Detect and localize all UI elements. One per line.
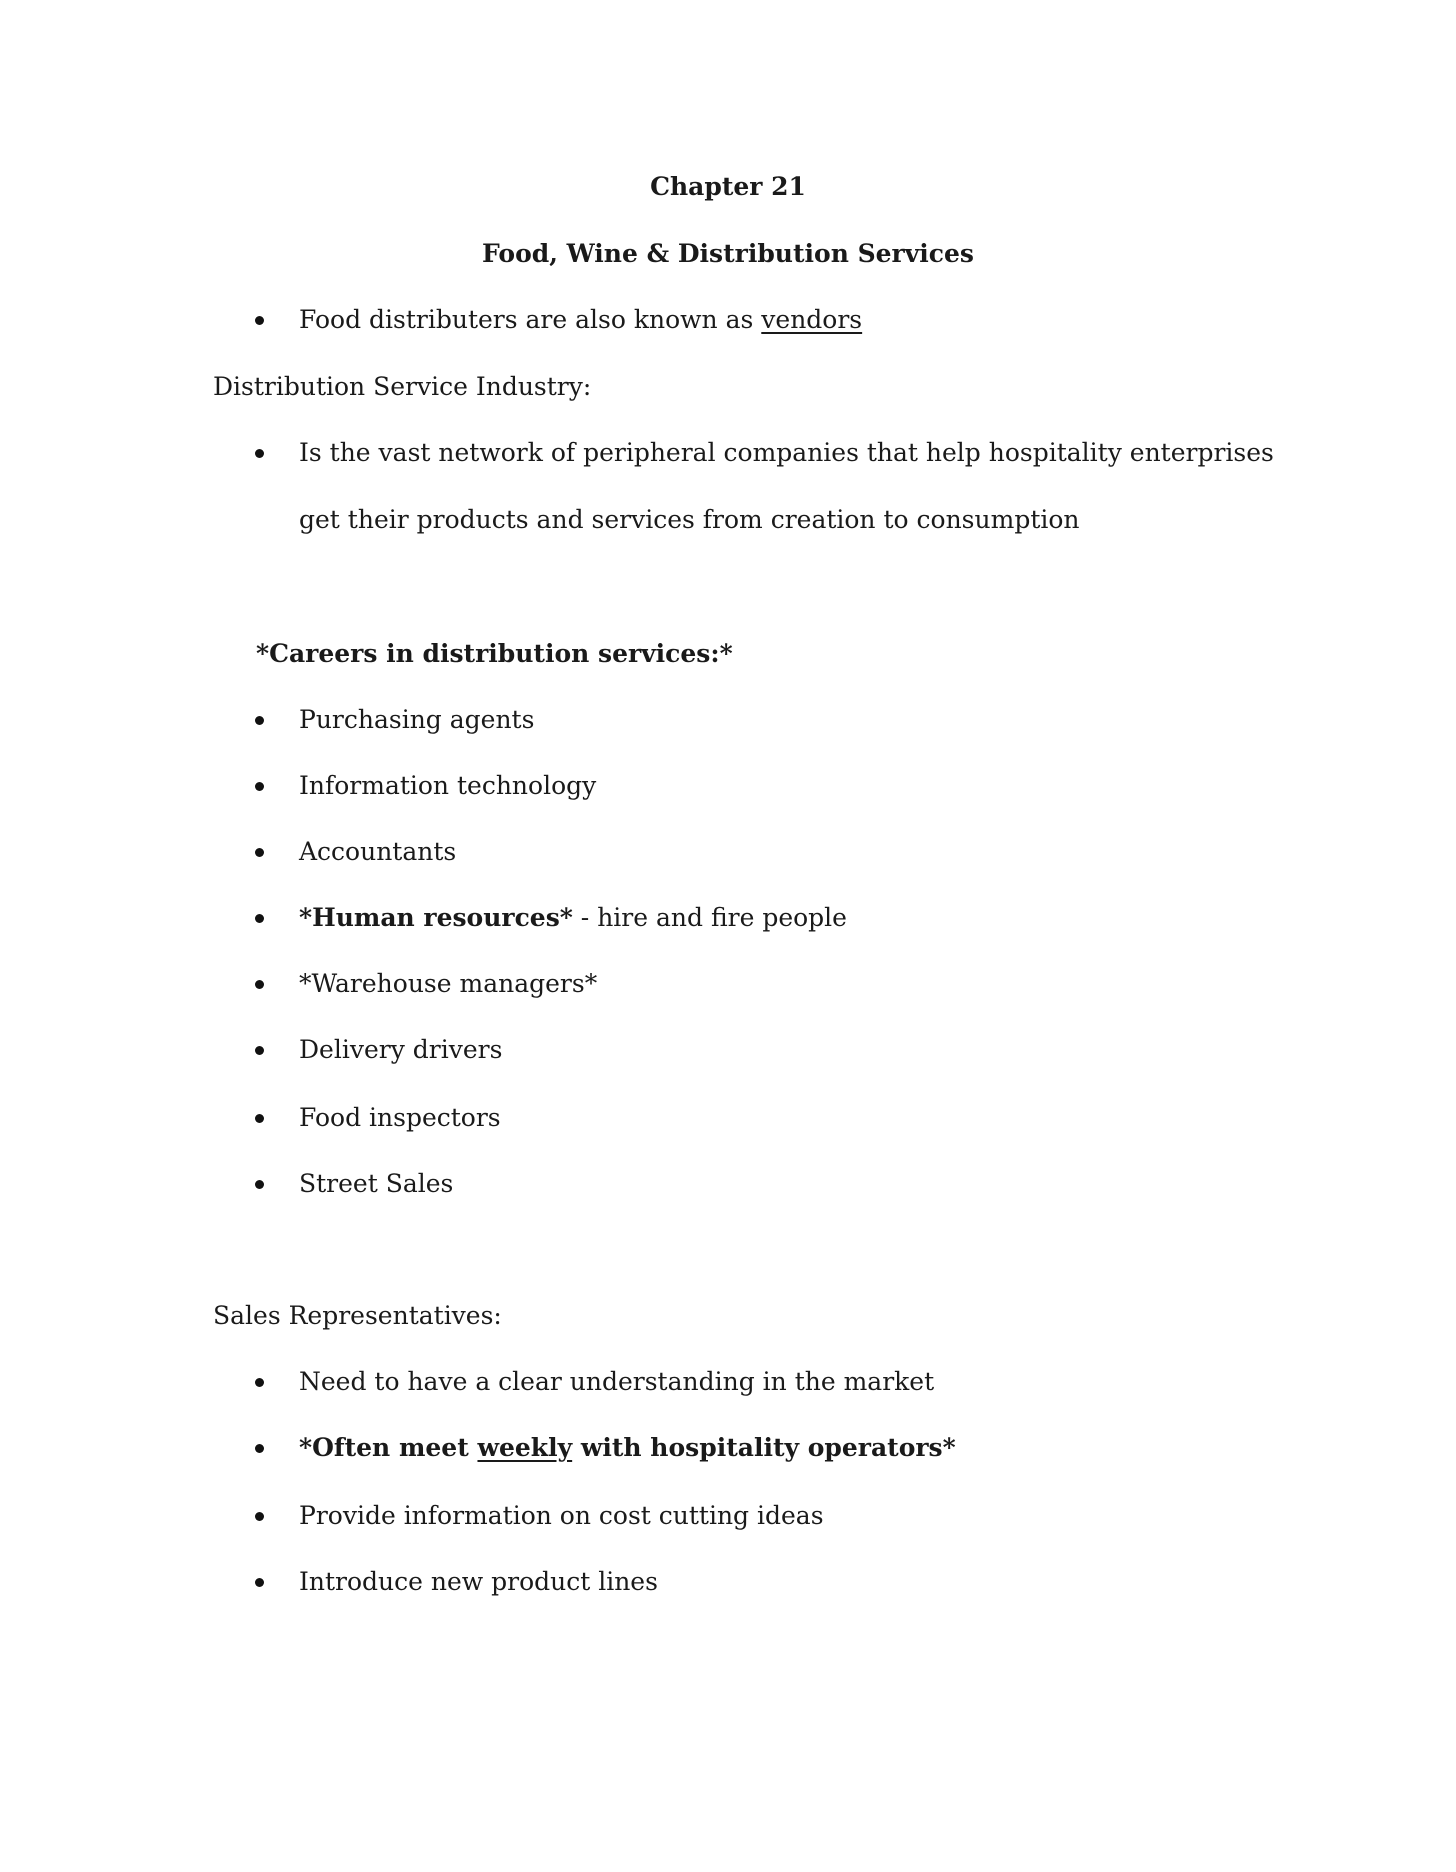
distribution-heading: Distribution Service Industry: xyxy=(213,372,592,401)
sales-item-weekly-c: with hospitality operators* xyxy=(572,1433,956,1462)
sales-heading: Sales Representatives: xyxy=(213,1301,502,1330)
bullet xyxy=(255,1114,264,1123)
vendors-term: vendors xyxy=(761,305,863,334)
bullet xyxy=(255,782,264,791)
human-resources-term: *Human resources* xyxy=(299,903,573,932)
bullet xyxy=(255,1046,264,1055)
bullet xyxy=(255,449,264,458)
chapter-title: Chapter 21 xyxy=(650,172,806,201)
intro-item xyxy=(299,303,862,337)
bullet xyxy=(255,716,264,725)
bullet xyxy=(255,1578,264,1587)
human-resources-desc: - hire and fire people xyxy=(572,903,847,932)
sales-item: Provide information on cost cutting ideas xyxy=(299,1501,824,1530)
sales-item-weekly-a: *Often meet xyxy=(299,1433,478,1462)
career-item: Purchasing agents xyxy=(299,705,535,734)
bullet xyxy=(255,1512,264,1521)
bullet xyxy=(255,848,264,857)
bullet xyxy=(255,1180,264,1189)
bullet xyxy=(255,1444,264,1453)
bullet xyxy=(255,1378,264,1387)
sales-item: Need to have a clear understanding in the market xyxy=(299,1367,935,1396)
career-item-human-resources xyxy=(299,901,847,935)
distribution-definition-line-1: Is the vast network of peripheral companies that help hospitality enterprises xyxy=(299,438,1274,467)
weekly-term: weekly xyxy=(477,1433,573,1462)
career-item: Street Sales xyxy=(299,1169,454,1198)
careers-heading: *Careers in distribution services:* xyxy=(256,639,733,668)
career-item: *Warehouse managers* xyxy=(299,969,598,998)
bullet xyxy=(255,980,264,989)
bullet xyxy=(255,316,264,325)
chapter-subtitle: Food, Wine & Distribution Services xyxy=(482,239,974,268)
career-item: Accountants xyxy=(299,837,457,866)
sales-item-weekly xyxy=(299,1431,956,1465)
intro-text: Food distributers are also known as xyxy=(299,305,762,334)
career-item: Food inspectors xyxy=(299,1103,501,1132)
bullet xyxy=(255,914,264,923)
career-item: Information technology xyxy=(299,771,597,800)
career-item: Delivery drivers xyxy=(299,1035,503,1064)
distribution-definition-line-2: get their products and services from creation to consumption xyxy=(299,505,1080,534)
sales-item: Introduce new product lines xyxy=(299,1567,658,1596)
